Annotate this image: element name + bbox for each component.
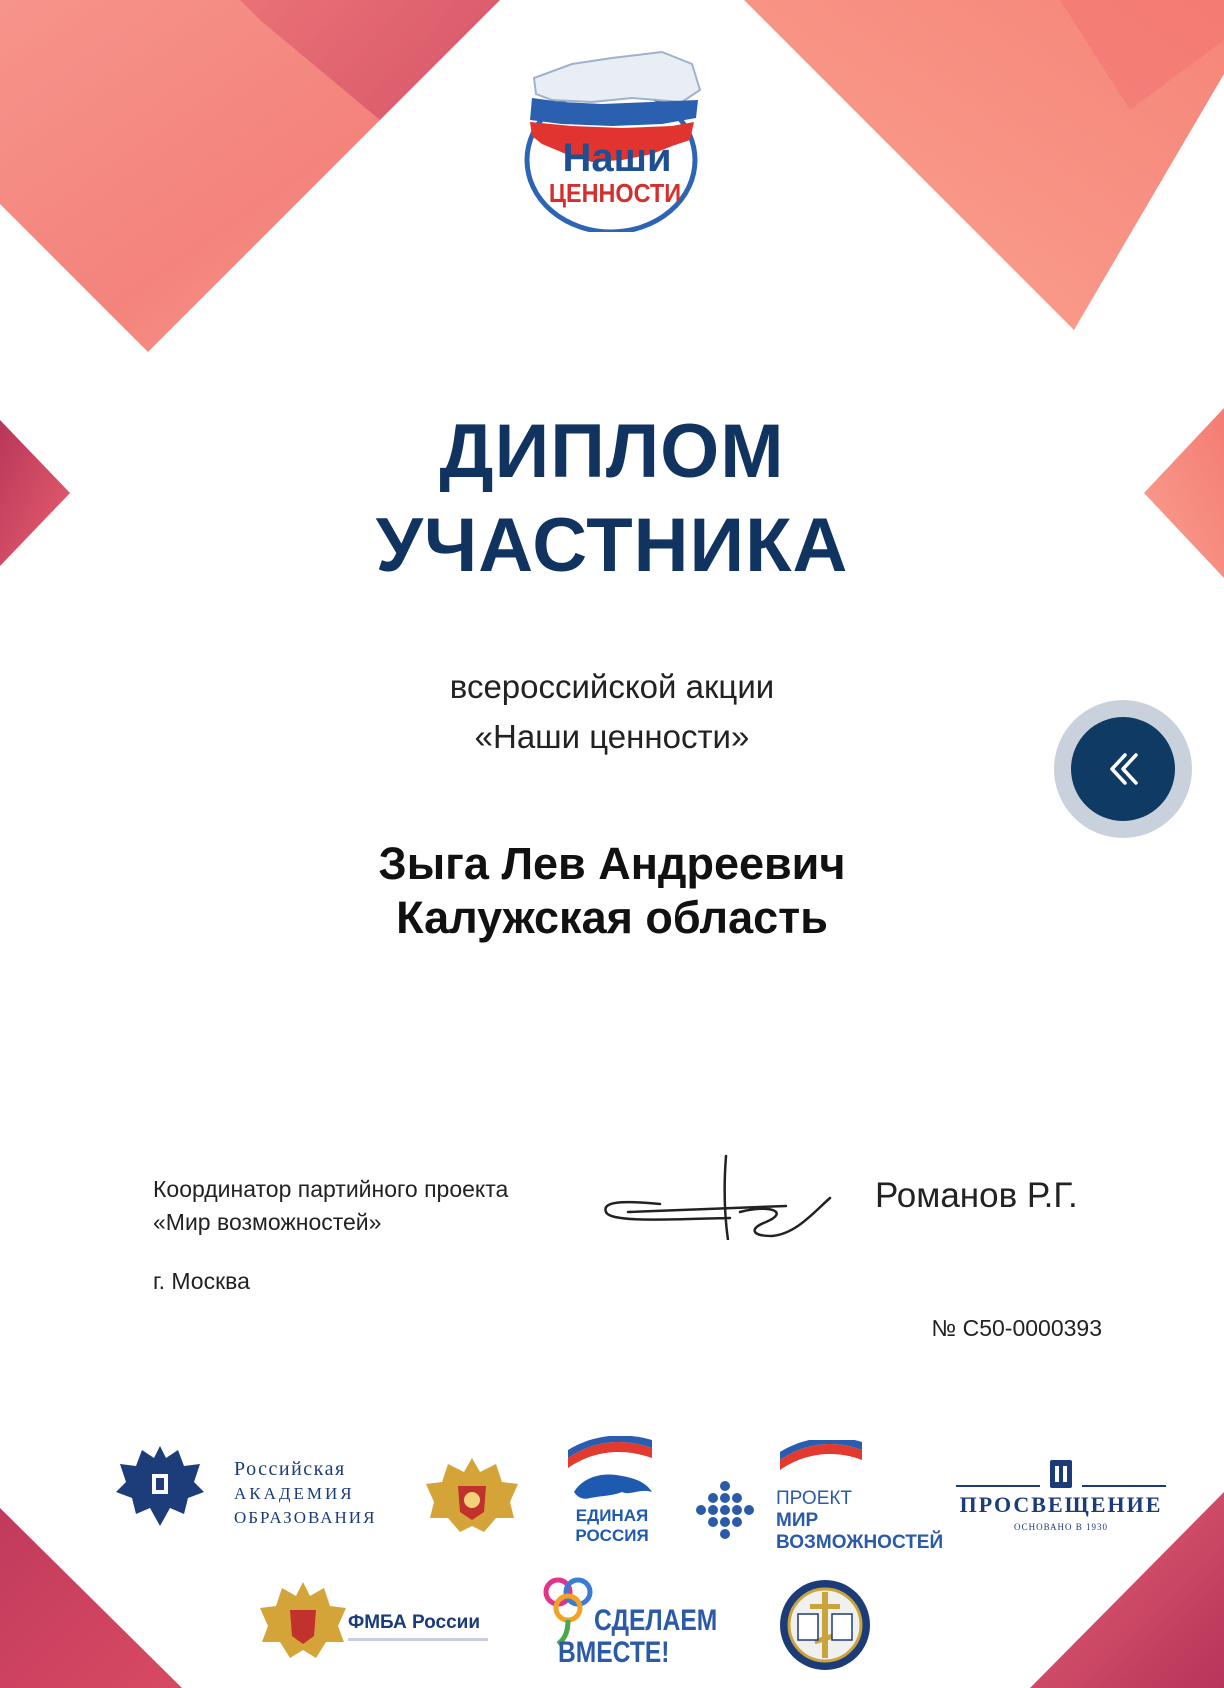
dots-grid-icon (690, 1480, 760, 1560)
subtitle-line1: всероссийской акции (449, 668, 775, 705)
orthodox-emblem-logo (778, 1578, 872, 1672)
diploma-number: № С50-0000393 (931, 1315, 1102, 1341)
nashi-tsennosti-logo (512, 42, 710, 232)
coordinator-title-line1: Координатор партийного проекта (153, 1176, 509, 1202)
prosveshchenie-subtext: ОСНОВАНО В 1930 (1013, 1522, 1109, 1532)
flag-wave-icon (776, 1440, 866, 1484)
rao-text-line1: Российская (234, 1458, 346, 1480)
fmba-logo (258, 1578, 494, 1670)
gold-eagle-fmba-icon (258, 1578, 348, 1668)
gold-eagle-emblem-icon (422, 1452, 522, 1540)
double-chevron-left-icon (1071, 717, 1175, 821)
collapse-panel-button[interactable] (1054, 700, 1192, 838)
rao-text-line2: АКАДЕМИЯ (234, 1484, 355, 1503)
logo-text-tsennosti: ЦЕННОСТИ (548, 178, 682, 208)
minprosveshcheniya-emblem (422, 1452, 522, 1540)
handwritten-signature (600, 1152, 835, 1240)
fmba-text: ФМБА России (348, 1612, 481, 1633)
diploma-title-line1: ДИПЛОМ (439, 409, 785, 494)
mir-vozmozhnostey-logo (690, 1440, 944, 1556)
double-headed-eagle-icon (114, 1436, 206, 1532)
recipient-name: Зыга Лев Андреевич (378, 838, 846, 889)
er-text-line2: РОССИЯ (575, 1526, 649, 1545)
logo-text-nashi: Наши (562, 136, 672, 180)
mir-text-line2: МИР (776, 1510, 819, 1531)
fmba-subline (348, 1638, 488, 1641)
prosveshchenie-logo (956, 1458, 1166, 1538)
signer-name: Романов Р.Г. (875, 1176, 1078, 1215)
sdelaem-vmeste-logo (538, 1576, 718, 1672)
sdelaem-text-line2: ВМЕСТЕ! (558, 1636, 670, 1669)
rao-logo (114, 1436, 394, 1532)
rao-text-line3: ОБРАЗОВАНИЯ (234, 1508, 377, 1527)
mir-text-line1: ПРОЕКТ (776, 1488, 853, 1509)
coordinator-title-line2: «Мир возможностей» (153, 1209, 382, 1235)
subtitle-line2: «Наши ценности» (474, 718, 750, 755)
edinaya-rossiya-logo (564, 1436, 656, 1554)
city-label: г. Москва (153, 1268, 250, 1294)
flag-bear-icon (564, 1436, 656, 1506)
cross-book-emblem-icon (778, 1578, 872, 1672)
er-text-line1: ЕДИНАЯ (575, 1506, 649, 1525)
mir-text-line3: ВОЗМОЖНОСТЕЙ (776, 1532, 944, 1553)
sdelaem-text-line1: СДЕЛАЕМ (594, 1604, 718, 1637)
diploma-title-line2: УЧАСТНИКА (375, 503, 849, 588)
prosveshchenie-text: ПРОСВЕЩЕНИЕ (959, 1492, 1163, 1517)
book-emblem-icon (956, 1458, 1166, 1492)
recipient-region: Калужская область (396, 892, 828, 943)
